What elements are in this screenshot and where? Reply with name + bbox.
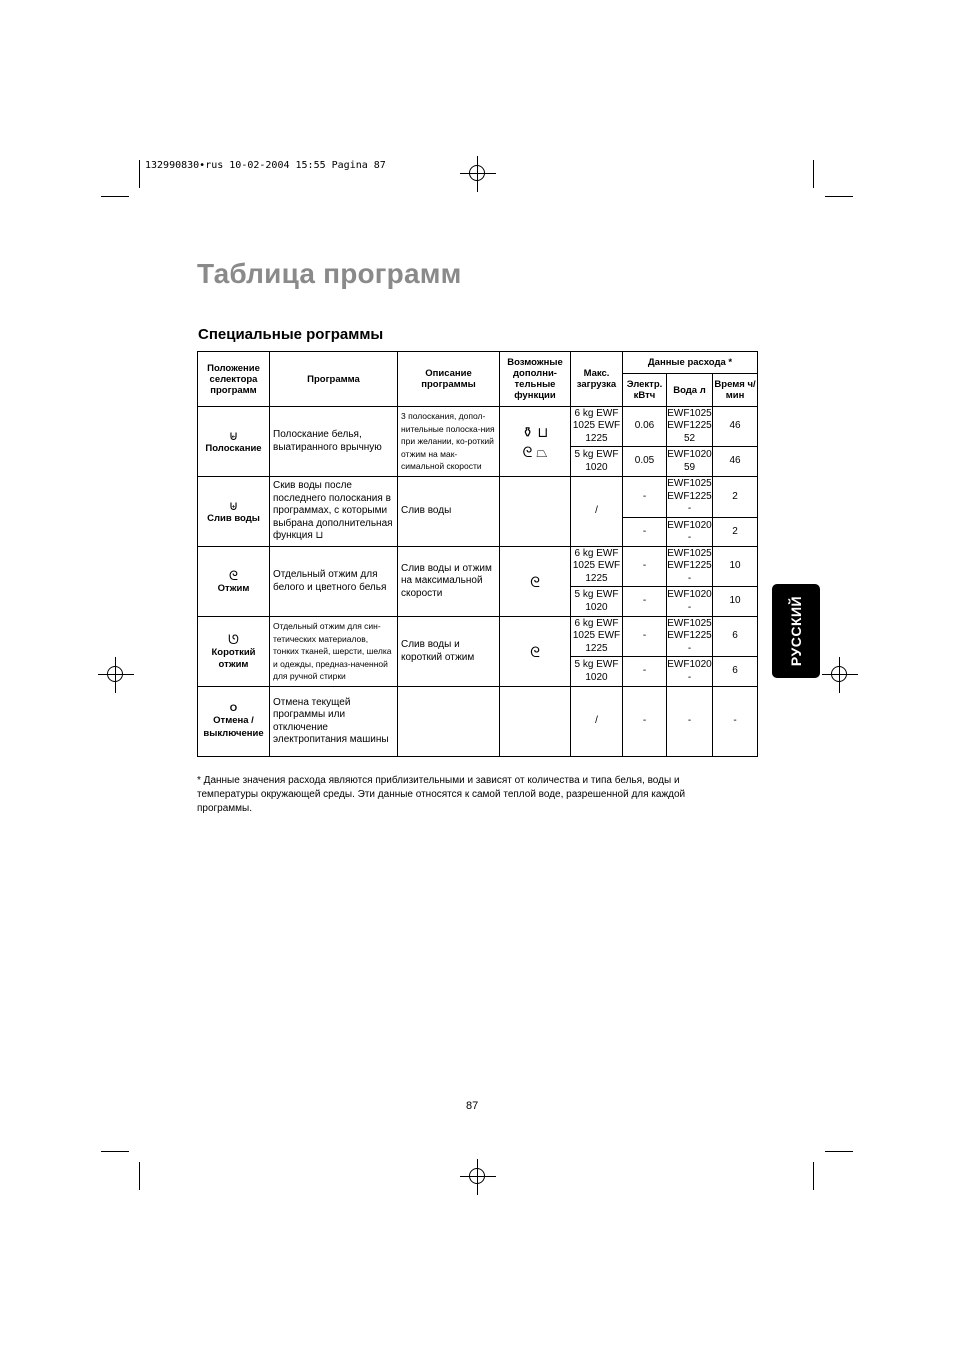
water-cell: EWF1020 -: [667, 657, 713, 687]
crop-mark: [139, 160, 140, 188]
water-cell: -: [667, 687, 713, 757]
footnote: * Данные значения расхода являются приблизительными и зависят от количества и типа белья, воды и температуры окружающей среды. Эти данные относятся к самой теплой воде, разрешенной для каждой программы.: [197, 775, 686, 814]
time-cell: 6: [713, 657, 758, 687]
elec-cell: -: [623, 587, 667, 617]
functions-cell: [500, 477, 571, 547]
load-cell: /: [571, 687, 623, 757]
page-title: Таблица программ: [197, 258, 462, 289]
elec-cell: -: [623, 518, 667, 547]
description-cell: 3 полоскания, допол-нительные полоска-ния при желании, ко-роткий отжим на мак-симальной скорости: [398, 407, 500, 477]
water-cell: EWF1020 -: [667, 518, 713, 547]
short-spin-icon: ᘎ: [228, 631, 239, 647]
page-number: 87: [466, 1100, 479, 1112]
time-cell: 10: [713, 547, 758, 587]
drain-icon: ⊎: [228, 497, 239, 513]
description-cell: Слив воды и короткий отжим: [398, 617, 500, 687]
registration-mark: [469, 1168, 485, 1184]
crop-mark: [101, 1151, 129, 1152]
table-row: [198, 617, 758, 657]
prewash-icon: ⚱ ⊔: [521, 423, 549, 440]
spin-function-icon: ᘓ: [500, 617, 571, 687]
position-short-spin: ᘎ Короткий отжим: [198, 617, 270, 687]
elec-cell: -: [623, 617, 667, 657]
load-cell: 6 kg EWF 1025 EWF 1225: [571, 407, 623, 447]
load-cell: 5 kg EWF 1020: [571, 587, 623, 617]
load-cell: 5 kg EWF 1020: [571, 657, 623, 687]
crop-mark: [825, 196, 853, 197]
load-cell: 6 kg EWF 1025 EWF 1225: [571, 547, 623, 587]
registration-mark: [107, 666, 123, 682]
water-cell: EWF1020 -: [667, 587, 713, 617]
spin-iron-icon: ᘓ ⏢: [522, 443, 548, 460]
time-cell: -: [713, 687, 758, 757]
header-max-load: Макс. загрузка: [571, 352, 623, 407]
spin-function-icon: ᘓ: [500, 547, 571, 617]
crop-mark: [825, 1151, 853, 1152]
water-cell: EWF1025 EWF1225 -: [667, 477, 713, 518]
table-row: [198, 687, 758, 757]
table-row: [198, 477, 758, 518]
description-cell: Слив воды и отжим на максимальной скорости: [398, 547, 500, 617]
header-time: Время ч/мин: [713, 374, 758, 407]
off-position-icon: O: [229, 702, 238, 714]
load-cell: 5 kg EWF 1020: [571, 447, 623, 477]
load-cell: /: [571, 477, 623, 547]
water-cell: EWF1020 59: [667, 447, 713, 477]
position-cancel: O Отмена / выключение: [198, 687, 270, 757]
elec-cell: -: [623, 477, 667, 518]
position-spin: ᘓ Отжим: [198, 547, 270, 617]
header-consumption: Данные расхода *: [623, 352, 758, 374]
table-row: [198, 547, 758, 587]
crop-mark: [101, 196, 129, 197]
elec-cell: -: [623, 687, 667, 757]
position-drain: ⊎ Слив воды: [198, 477, 270, 547]
program-cell: Отдельный отжим для син-тетических материалов, тонких тканей, шерсти, шелка и одежды, предназ-наченной для ручной стирки: [270, 617, 398, 687]
header-description: Описание программы: [398, 352, 500, 407]
table-row: [198, 407, 758, 447]
load-cell: 6 kg EWF 1025 EWF 1225: [571, 617, 623, 657]
elec-cell: 0.06: [623, 407, 667, 447]
time-cell: 10: [713, 587, 758, 617]
water-cell: EWF1025 EWF1225 -: [667, 617, 713, 657]
description-cell: Слив воды: [398, 477, 500, 547]
water-cell: EWF1025 EWF1225 52: [667, 407, 713, 447]
header-functions: Возможные дополни-тельные функции: [500, 352, 571, 407]
program-cell: Полоскание белья, выатиранного врычную: [270, 407, 398, 477]
program-table: [197, 351, 758, 757]
position-rinse: ⊌ Полоскание: [198, 407, 270, 477]
section-title: Специальные рограммы: [198, 326, 384, 343]
water-cell: EWF1025 EWF1225 -: [667, 547, 713, 587]
elec-cell: 0.05: [623, 447, 667, 477]
description-cell: [398, 687, 500, 757]
registration-mark: [469, 165, 485, 181]
crop-mark: [139, 1162, 140, 1190]
header-water: Вода л: [667, 374, 713, 407]
functions-cell: [500, 407, 571, 477]
elec-cell: -: [623, 657, 667, 687]
print-slug: 132990830•rus 10-02-2004 15:55 Pagina 87: [145, 160, 386, 171]
functions-cell: [500, 687, 571, 757]
crop-mark: [813, 160, 814, 188]
rinse-icon: ⊌: [228, 427, 239, 443]
program-cell: Отмена текущей программы или отключение электропитания машины: [270, 687, 398, 757]
crop-mark: [813, 1162, 814, 1190]
time-cell: 6: [713, 617, 758, 657]
drain-function-icon: ⊔: [315, 530, 324, 542]
program-cell: Отдельный отжим для белого и цветного белья: [270, 547, 398, 617]
time-cell: 46: [713, 407, 758, 447]
header-electricity: Электр. кВтч: [623, 374, 667, 407]
header-position: Положение селектора программ: [198, 352, 270, 407]
program-cell: Скив воды после последнего полоскания в программах, с которыми выбрана дополнительная функция ⊔: [270, 477, 398, 547]
time-cell: 2: [713, 518, 758, 547]
header-program: Программа: [270, 352, 398, 407]
language-tab: РУССКИЙ: [772, 584, 820, 678]
spin-icon: ᘓ: [228, 567, 239, 583]
elec-cell: -: [623, 547, 667, 587]
time-cell: 2: [713, 477, 758, 518]
registration-mark: [831, 666, 847, 682]
time-cell: 46: [713, 447, 758, 477]
